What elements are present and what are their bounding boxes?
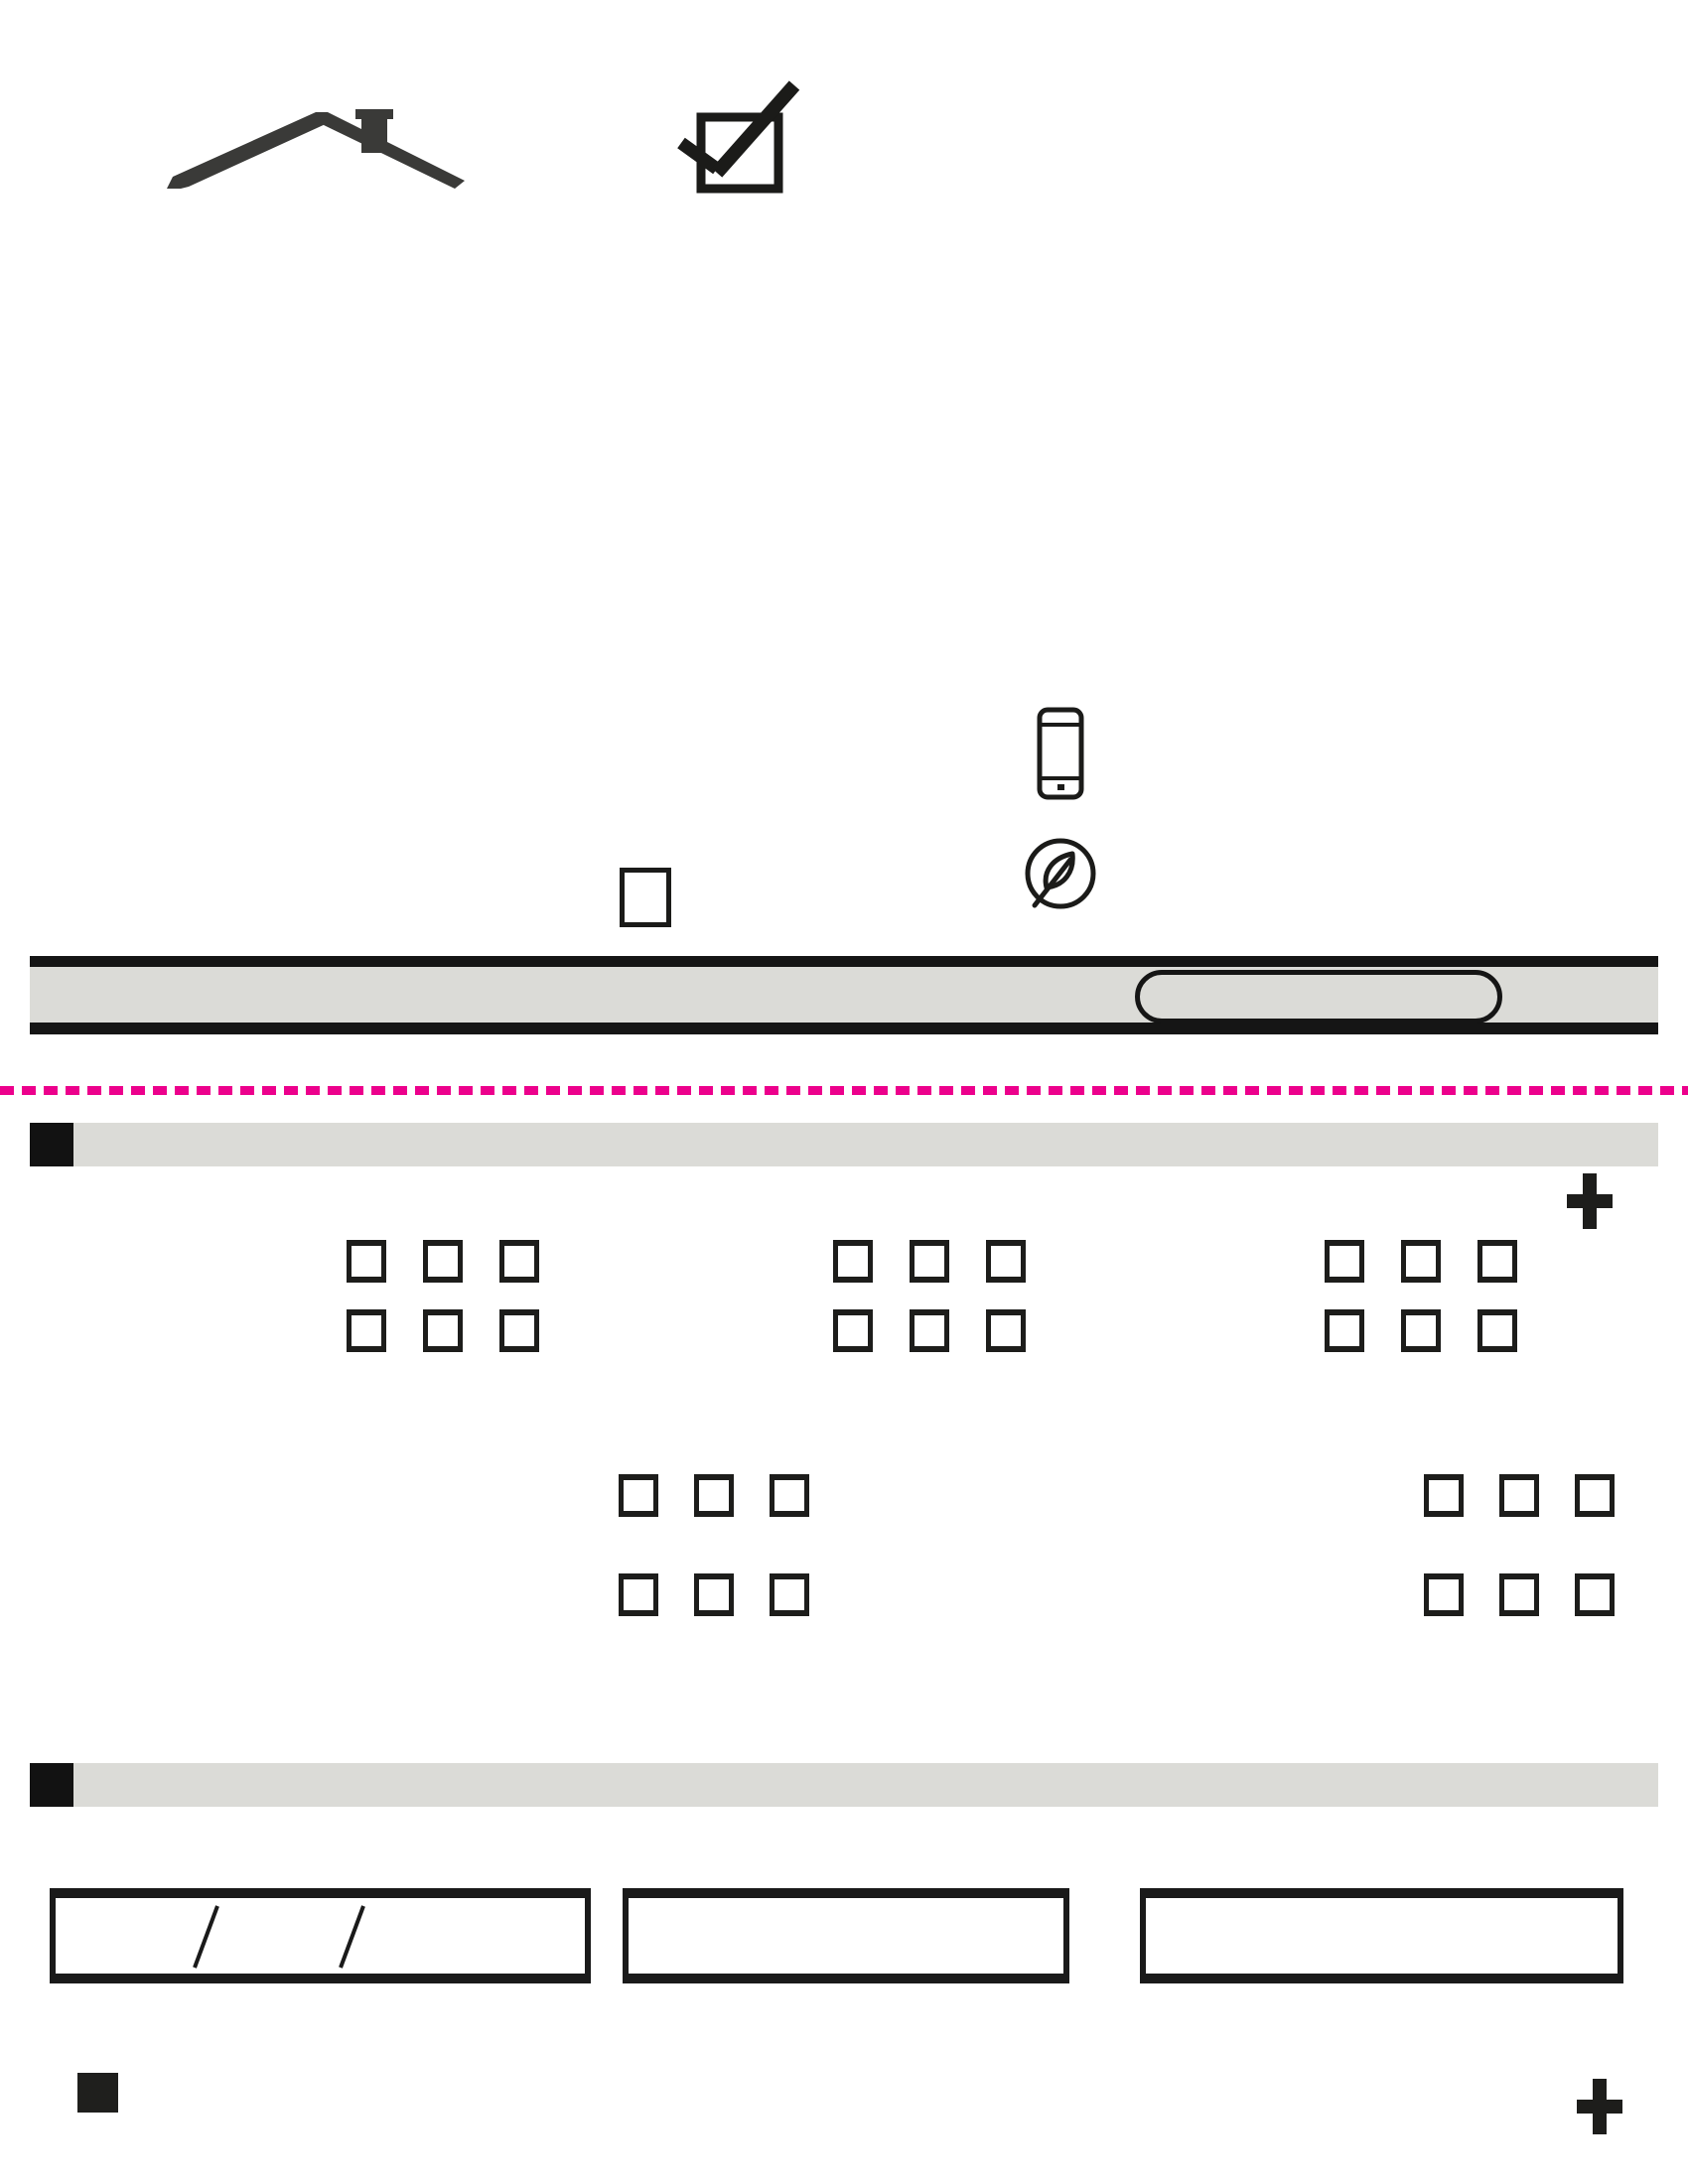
eco-leaf-icon [1023,832,1102,928]
checkbox-d04-against[interactable] [423,1309,463,1352]
checkbox-d02-against[interactable] [910,1240,949,1283]
date-slashes-icon [56,1898,585,1974]
checkbox-d01-for[interactable] [347,1240,386,1283]
checkbox-p2-against[interactable] [694,1474,734,1517]
checkbox-d05-for[interactable] [833,1309,873,1352]
checkbox-d03-abstain[interactable] [1477,1240,1517,1283]
endorsement-line [195,284,222,310]
meritage-homes-logo [167,109,465,288]
section-a-bar [30,1123,1658,1166]
registration-plus-top-icon [1567,1173,1613,1229]
registration-plus-bottom-icon [1577,2079,1622,2134]
example-mark-box [620,868,671,927]
checkbox-d05-abstain[interactable] [986,1309,1026,1352]
signature2-input-box[interactable] [1140,1888,1623,1983]
signature1-input-box[interactable] [623,1888,1069,1983]
checkbox-p5-abstain[interactable] [1575,1573,1615,1616]
checkbox-d02-abstain[interactable] [986,1240,1026,1283]
checkbox-d01-abstain[interactable] [499,1240,539,1283]
checkbox-d03-for[interactable] [1325,1240,1364,1283]
checkbox-d04-abstain[interactable] [499,1309,539,1352]
registration-block-icon [77,2073,118,2113]
vote-logo [673,77,892,197]
checkbox-d04-for[interactable] [347,1309,386,1352]
proxy-header-bar [30,956,1658,1034]
checkbox-p3-abstain[interactable] [1575,1474,1615,1517]
checkbox-p3-for[interactable] [1424,1474,1464,1517]
checkbox-p4-abstain[interactable] [770,1573,809,1616]
date-input-box[interactable] [50,1888,591,1983]
checkbox-p4-against[interactable] [694,1573,734,1616]
checkbox-p2-for[interactable] [619,1474,658,1517]
checkbox-p3-against[interactable] [1499,1474,1539,1517]
checkbox-p2-abstain[interactable] [770,1474,809,1517]
footer-barcode [157,2027,651,2131]
intelligent-mail-barcode [195,316,761,355]
checkbox-d01-against[interactable] [423,1240,463,1283]
scanline-barcode-1 [1028,45,1316,92]
roof-icon [167,109,465,189]
phone-icon [1037,707,1084,805]
checkbox-p4-for[interactable] [619,1573,658,1616]
checkbox-d06-for[interactable] [1325,1309,1364,1352]
left-edge-barcode [50,296,89,586]
checkbox-p5-against[interactable] [1499,1573,1539,1616]
checkbox-d06-against[interactable] [1401,1309,1441,1352]
checkbox-d02-for[interactable] [833,1240,873,1283]
section-b-bar [30,1763,1658,1807]
control-number-value [1135,970,1502,1024]
scanline-barcode-2 [1028,147,1370,197]
checkbox-d06-abstain[interactable] [1477,1309,1517,1352]
checkbox-d05-against[interactable] [910,1309,949,1352]
detach-dashed-line [0,1086,1688,1095]
checkbox-p5-for[interactable] [1424,1573,1464,1616]
section-a-letter [30,1123,73,1166]
section-b-letter [30,1763,73,1807]
checkbox-d03-against[interactable] [1401,1240,1441,1283]
qr-code-icon [1027,562,1118,653]
